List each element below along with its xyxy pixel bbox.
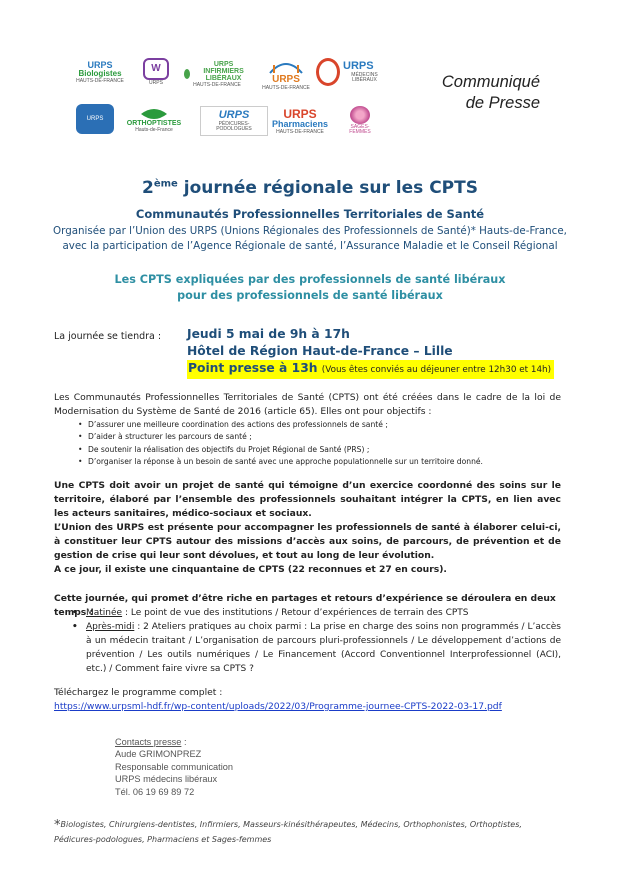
- eye-icon: [139, 108, 169, 120]
- logo-urps-mk: URPS: [76, 104, 114, 134]
- organizers: Organisée par l’Union des URPS (Unions Régionales des Professionnels de Santé)* Hauts-de-France, avec la participation de l’Agence Régionale de santé, l’Assurance Maladie et le Conseil Régional: [53, 225, 567, 252]
- logo-urps-biologistes: URPS Biologistes HAUTS-DE-FRANCE: [76, 59, 124, 84]
- list-item: • De soutenir la réalisation des objectifs du Projet Régional de Santé (PRS) ;: [54, 444, 561, 456]
- leaf-icon: [184, 69, 190, 79]
- logo-urps-kine: URPS HAUTS-DE-FRANCE: [262, 53, 310, 93]
- event-date: Jeudi 5 mai de 9h à 17h: [187, 327, 350, 341]
- event-place: Hôtel de Région Haut-de-France – Lille: [187, 344, 453, 358]
- program-pdf-link[interactable]: https://www.urpsml-hdf.fr/wp-content/uploads/2022/03/Programme-journee-CPTS-2022-03-17.pdf: [54, 701, 502, 712]
- event-label: La journée se tiendra :: [54, 331, 162, 342]
- circle-icon: [316, 58, 340, 86]
- logo-urps-sages-femmes: SAGES-FEMMES: [340, 102, 380, 138]
- logo-urps-infirmiers: URPS INFIRMIERS LIBÉRAUX HAUTS-DE-FRANCE: [184, 62, 254, 86]
- list-item: • D’aider à structurer les parcours de santé ;: [54, 431, 561, 443]
- footnote: *Biologistes, Chirurgiens-dentistes, Infirmiers, Masseurs-kinésithérapeutes, Médecins, Orthophonistes, Orthoptistes, Pédicures-podologues, Pharmaciens et Sages-femmes: [54, 818, 522, 844]
- flower-icon: [350, 106, 370, 124]
- program-intro: Cette journée, qui promet d’être riche en partages et retours d’expérience se déroulera en deux temps :: [54, 593, 556, 618]
- press-contacts: Contacts presse : Aude GRIMONPREZ Responsable communication URPS médecins libéraux Tél. 06 19 69 89 72: [115, 737, 233, 797]
- tagline: Les CPTS expliquées par des professionnels de santé libéraux pour des professionnels de santé libéraux: [114, 273, 506, 302]
- event-details: [187, 326, 554, 379]
- download-label: Téléchargez le programme complet :: [54, 687, 223, 698]
- logo-urps-pedicures: URPS PÉDICURES-PODOLOGUES: [200, 106, 268, 136]
- bridge-icon: [268, 55, 304, 75]
- logo-urps-pharmaciens: URPS Pharmaciens HAUTS-DE-FRANCE: [271, 106, 329, 135]
- logo-urps-chirurgiens-dentistes: W URPS: [133, 55, 179, 89]
- program-list: [54, 606, 561, 676]
- communique-heading: Communiqué de Presse: [441, 73, 540, 112]
- list-item: • D’assurer une meilleure coordination des actions des professionnels de santé ;: [54, 419, 561, 431]
- logo-urps-medecins: URPS MÉDECINS LIBÉRAUX: [316, 54, 386, 90]
- download-section: [54, 686, 502, 714]
- page-title: 2ème journée régionale sur les CPTS: [142, 178, 478, 198]
- cpts-paragraph: Une CPTS doit avoir un projet de santé qui témoigne d’un exercice coordonné des soins sur le territoire, élaboré par l’ensemble des professionnels souhaitant intégrer la CPTS, en lien avec les acteurs sanitaires, médico-sociaux et sociaux. L’Union des URPS est présente pour accompagner les professionnels de santé à élaborer celui-ci, à constituer leur CPTS autour des missions d’accès aux soins, de parcours, de prévention et de gestion de crise qui leur sont dévolues, et tout au long de leur évolution. A ce jour, il existe une cinquantaine de CPTS (22 reconnues et 27 en cours).: [54, 480, 561, 575]
- list-item: • D’organiser la réponse à un besoin de santé avec une approche populationnelle sur un territoire donné.: [54, 456, 561, 468]
- page-subtitle: Communautés Professionnelles Territoriales de Santé: [135, 207, 485, 221]
- contacts-heading: Contacts presse: [115, 737, 182, 747]
- press-point-highlight: Point presse à 13h (Vous êtes conviés au déjeuner entre 12h30 et 14h): [187, 360, 554, 379]
- logo-urps-orthoptistes: ORTHOPTISTES Hauts-de-France: [126, 106, 182, 134]
- list-item: • Matinée : Le point de vue des institutions / Retour d’expériences de terrain des CPTS: [54, 606, 561, 620]
- objectives-list: [54, 419, 561, 468]
- intro-paragraph: Les Communautés Professionnelles Territoriales de Santé (CPTS) ont été créées dans le cadre de la loi de Modernisation du Système de Santé de 2016 (article 65). Elles ont pour objectifs :: [54, 392, 561, 417]
- list-item: • Après-midi : 2 Ateliers pratiques au choix parmi : La prise en charge des soins non programmés / L’accès à un médecin traitant / L’organisation de parcours pluri-professionnels / Le développement d’actions de prévention / Les outils numériques / Le Financement (Accord Conventionnel Interprofessionnel (ACI), etc.) / Comment faire vivre sa CPTS ?: [54, 620, 561, 676]
